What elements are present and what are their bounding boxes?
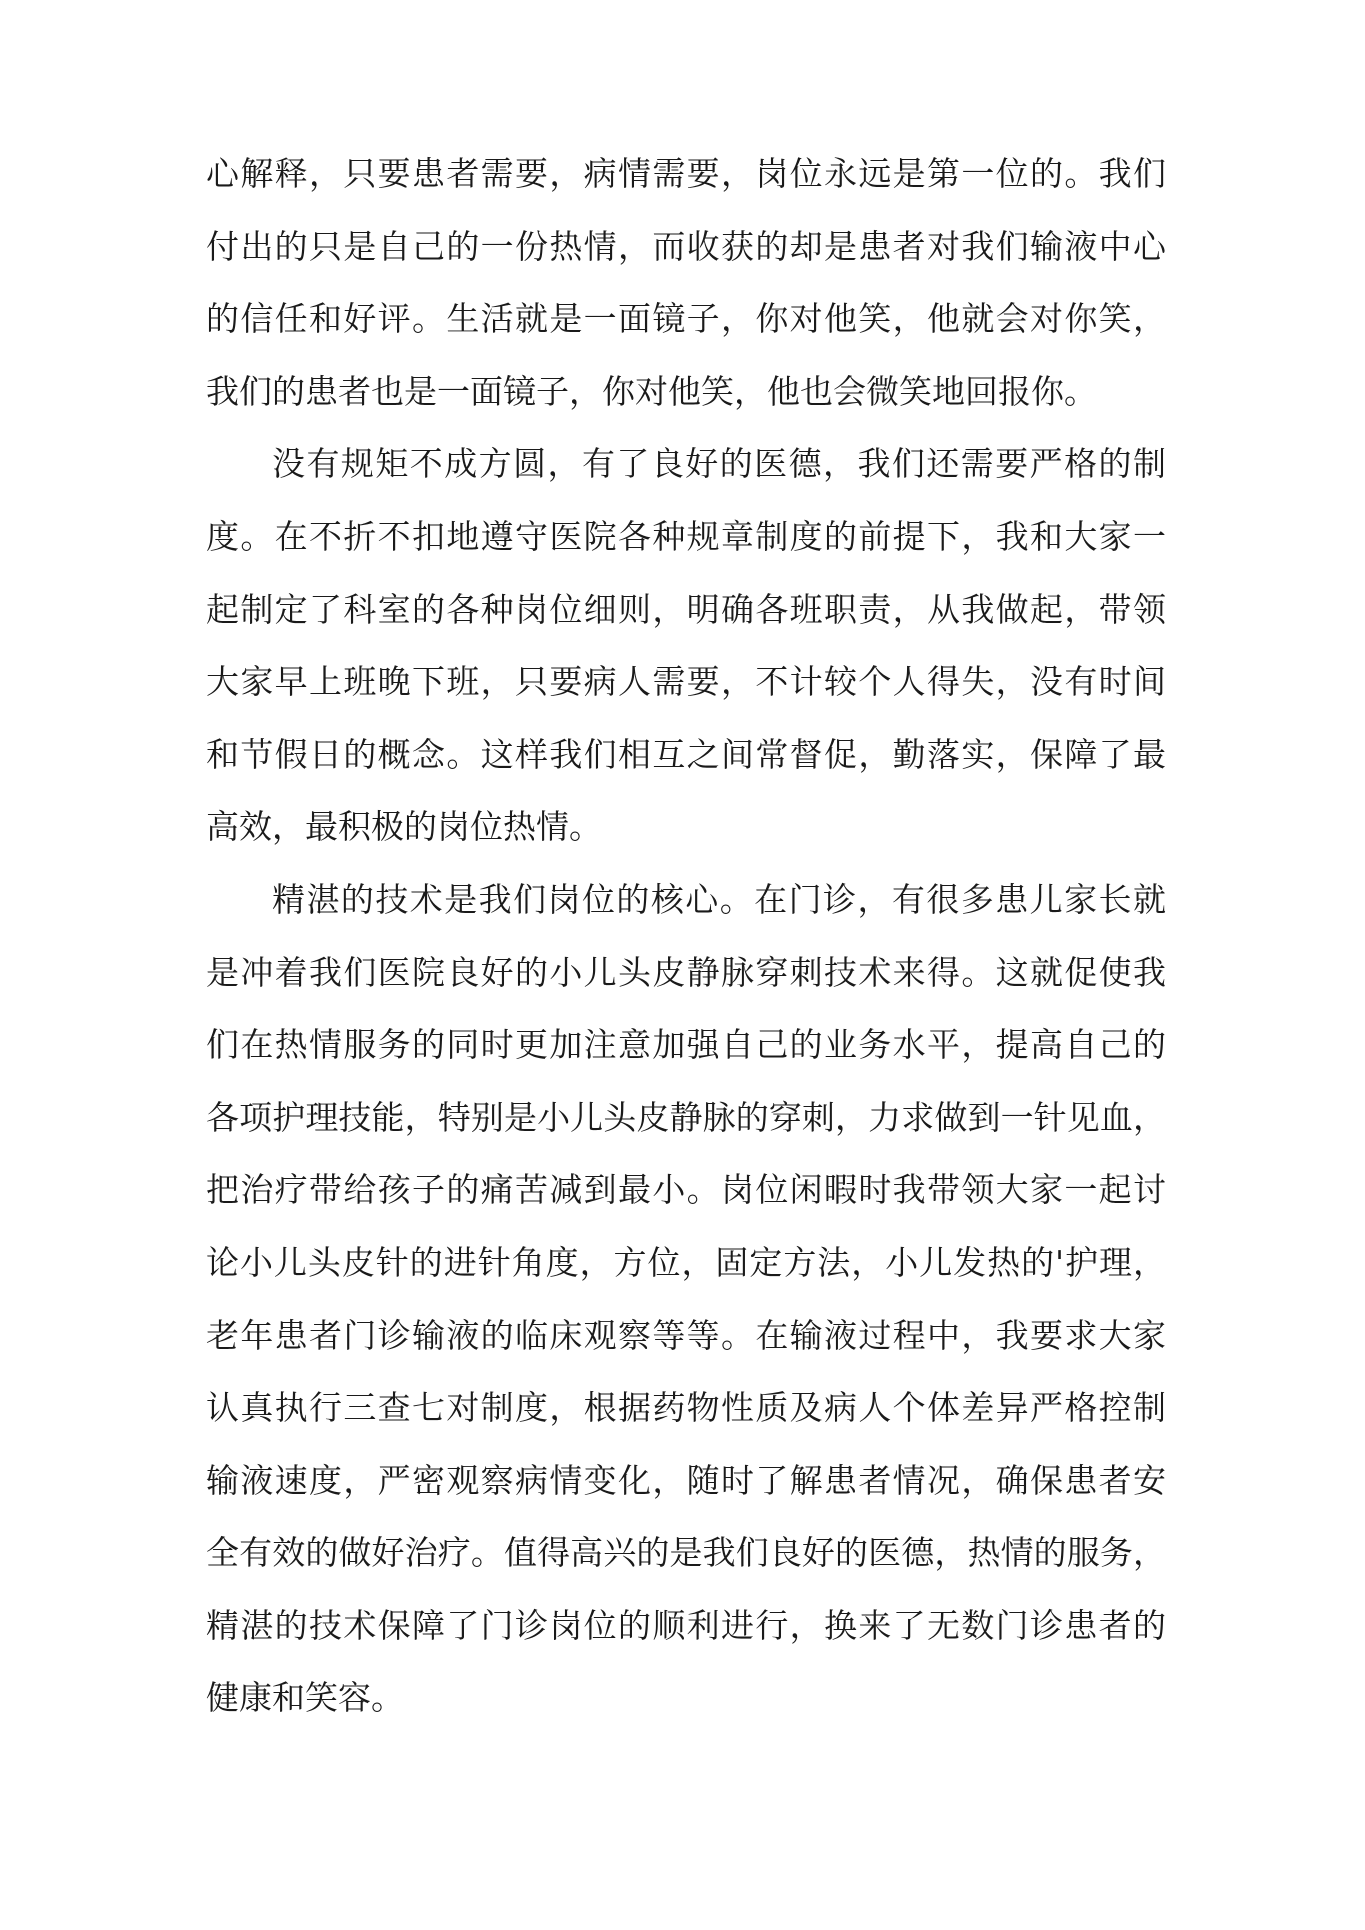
text-line: 们在热情服务的同时更加注意加强自己的业务水平，提高自己的 [206, 1025, 1166, 1065]
text-line: 精湛的技术是我们岗位的核心。在门诊，有很多患儿家长就 [272, 879, 1166, 919]
body-text [206, 138, 1166, 1735]
text-line: 大家早上班晚下班，只要病人需要，不计较个人得失，没有时间 [206, 662, 1166, 702]
text-line: 精湛的技术保障了门诊岗位的顺利进行，换来了无数门诊患者的 [206, 1605, 1166, 1645]
paragraph [206, 864, 1166, 1735]
text-line: 起制定了科室的各种岗位细则，明确各班职责，从我做起，带领 [206, 589, 1166, 629]
text-line: 没有规矩不成方圆，有了良好的医德，我们还需要严格的制 [272, 444, 1166, 484]
text-line: 是冲着我们医院良好的小儿头皮静脉穿刺技术来得。这就促使我 [206, 952, 1166, 992]
text-line: 付出的只是自己的一份热情，而收获的却是患者对我们输液中心 [206, 226, 1166, 266]
text-line: 各项护理技能，特别是小儿头皮静脉的穿刺，力求做到一针见血， [206, 1097, 1166, 1137]
text-line: 心解释，只要患者需要，病情需要，岗位永远是第一位的。我们 [206, 154, 1166, 193]
text-line: 老年患者门诊输液的临床观察等等。在输液过程中，我要求大家 [206, 1315, 1166, 1355]
text-line: 健康和笑容。 [206, 1678, 404, 1718]
text-line: 高效，最积极的岗位热情。 [206, 807, 602, 847]
text-line: 把治疗带给孩子的痛苦减到最小。岗位闲暇时我带领大家一起讨 [206, 1170, 1166, 1210]
text-line: 的信任和好评。生活就是一面镜子，你对他笑，他就会对你笑， [206, 299, 1166, 339]
text-line: 认真执行三查七对制度，根据药物性质及病人个体差异严格控制 [206, 1388, 1166, 1428]
text-line: 论小儿头皮针的进针角度，方位，固定方法，小儿发热的'护理， [206, 1242, 1166, 1282]
text-line: 我们的患者也是一面镜子，你对他笑，他也会微笑地回报你。 [206, 371, 1097, 411]
text-line: 输液速度，严密观察病情变化，随时了解患者情况，确保患者安 [206, 1460, 1166, 1500]
paragraph [206, 428, 1166, 864]
text-line: 和节假日的概念。这样我们相互之间常督促，勤落实，保障了最 [206, 734, 1166, 774]
text-line: 全有效的做好治疗。值得高兴的是我们良好的医德，热情的服务， [206, 1533, 1166, 1573]
text-line: 度。在不折不扣地遵守医院各种规章制度的前提下，我和大家一 [206, 516, 1166, 556]
paragraph [206, 138, 1166, 428]
